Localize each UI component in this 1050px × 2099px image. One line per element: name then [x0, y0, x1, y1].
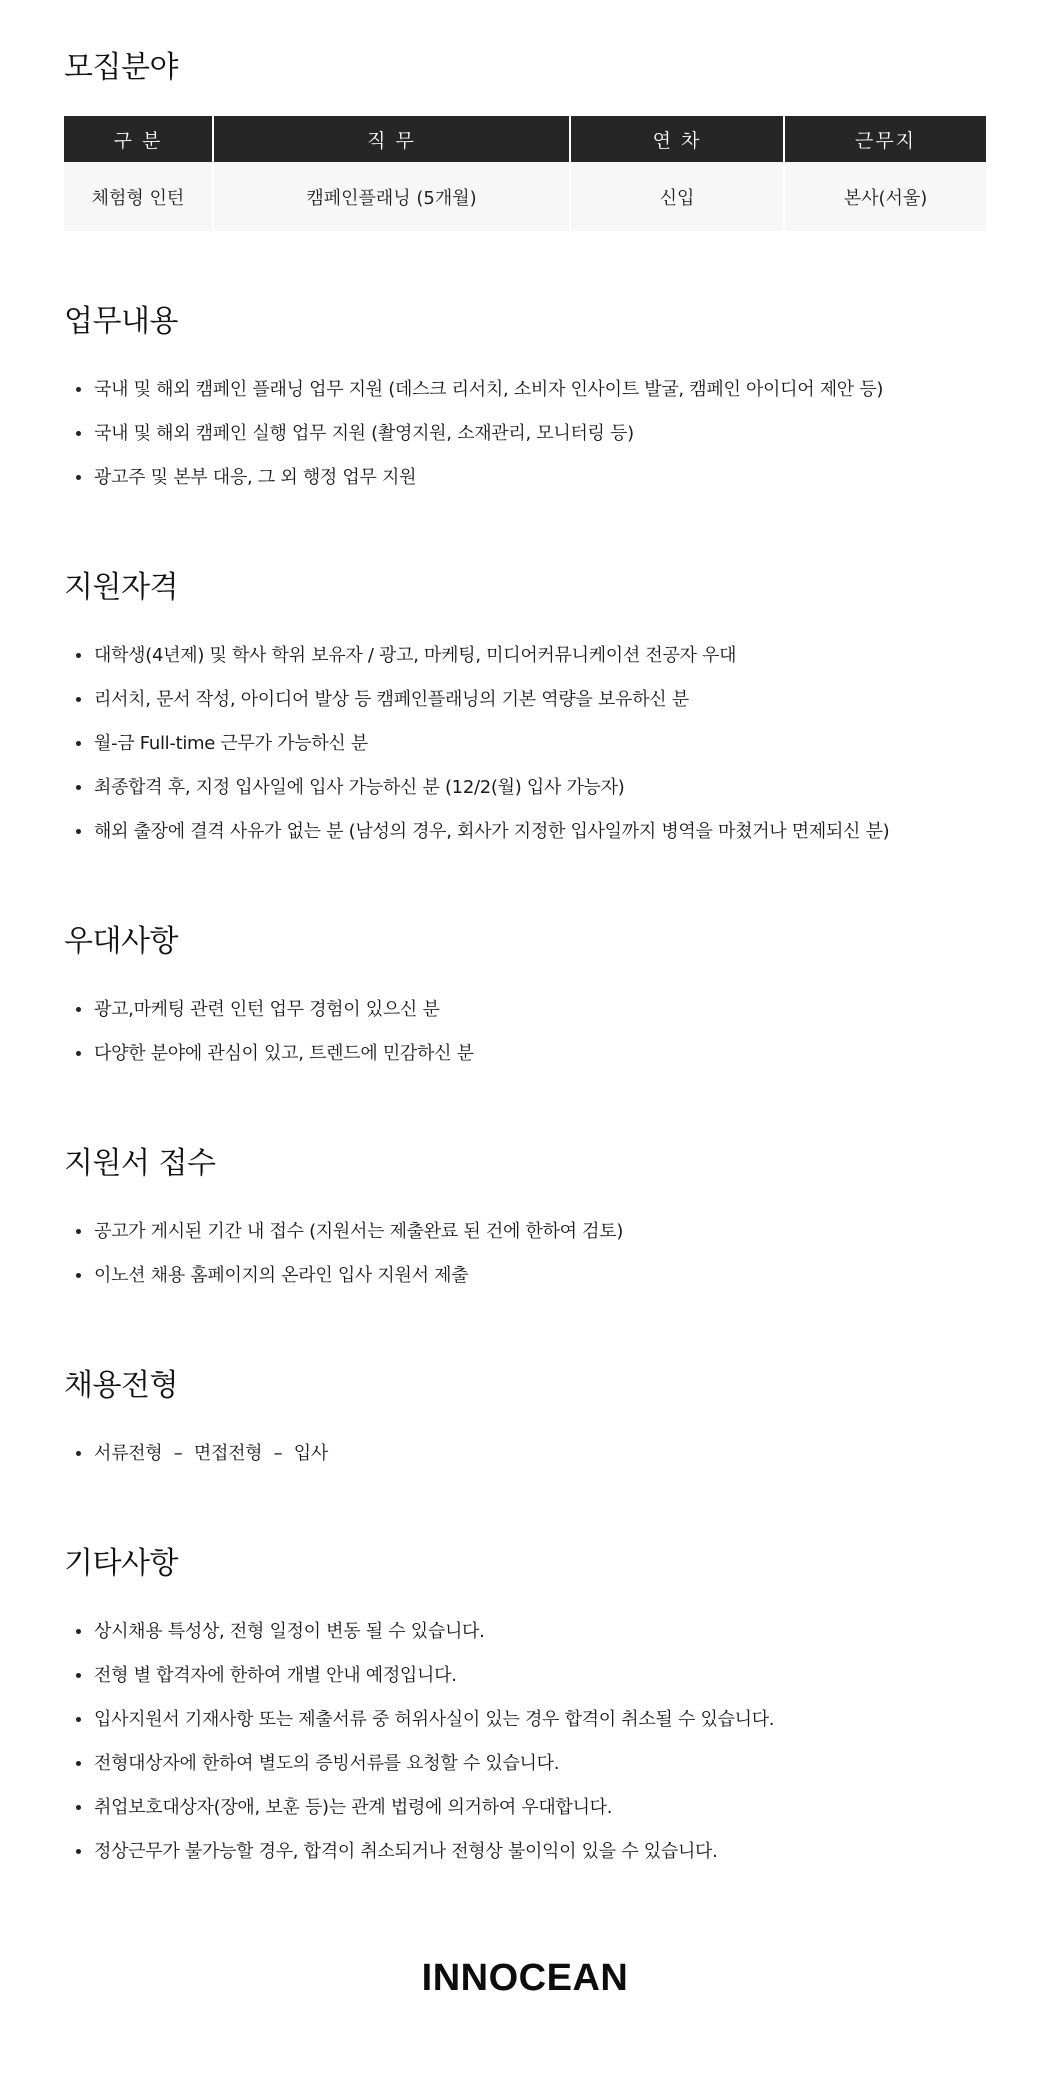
cell-experience: 신입: [571, 162, 785, 231]
list-item-text: 리서치, 문서 작성, 아이디어 발상 등 캠페인플래닝의 기본 역량을 보유하신 분: [94, 689, 689, 710]
list-item-text: 해외 출장에 결격 사유가 없는 분 (남성의 경우, 회사가 지정한 입사일까지 병역을 마쳤거나 면제되신 분): [94, 821, 890, 842]
list-item: [64, 1830, 986, 1874]
list-item-text: 최종합격 후, 지정 입사일에 입사 가능하신 분 (12/2(월) 입사 가능자): [94, 777, 625, 798]
bullet-icon: [76, 785, 81, 790]
bullet-icon: [76, 697, 81, 702]
list-item-text: 국내 및 해외 캠페인 실행 업무 지원 (촬영지원, 소재관리, 모니터링 등): [94, 423, 634, 444]
preferred-section: [64, 922, 986, 1076]
duties-title: 업무내용: [64, 304, 178, 339]
process-title: 채용전형: [64, 1368, 178, 1403]
list-item-text: 이노션 채용 홈페이지의 온라인 입사 지원서 제출: [94, 1265, 469, 1286]
list-item: [64, 1610, 986, 1654]
duties-list: [64, 368, 986, 500]
process-list: [64, 1432, 986, 1476]
list-item: [64, 988, 986, 1032]
qualifications-title: 지원자격: [64, 570, 178, 605]
recruit-section: [64, 48, 986, 231]
application-section: [64, 1144, 986, 1298]
list-item-text: 전형대상자에 한하여 별도의 증빙서류를 요청할 수 있습니다.: [94, 1753, 560, 1774]
preferred-title: 우대사항: [64, 924, 178, 959]
application-list: [64, 1210, 986, 1298]
list-item-text: 상시채용 특성상, 전형 일정이 변동 될 수 있습니다.: [94, 1621, 485, 1642]
list-item: [64, 1698, 986, 1742]
bullet-icon: [76, 1673, 81, 1678]
qualifications-list: [64, 634, 986, 854]
list-item: [64, 678, 986, 722]
list-item-text: 광고주 및 본부 대응, 그 외 행정 업무 지원: [94, 467, 417, 488]
application-title: 지원서 접수: [64, 1146, 216, 1181]
bullet-icon: [76, 1761, 81, 1766]
list-item-text: 국내 및 해외 캠페인 플래닝 업무 지원 (데스크 리서치, 소비자 인사이트 발굴, 캠페인 아이디어 제안 등): [94, 379, 884, 400]
cell-role: 캠페인플래닝 (5개월): [214, 162, 571, 231]
bullet-icon: [76, 475, 81, 480]
list-item-text: 정상근무가 불가능할 경우, 합격이 취소되거나 전형상 불이익이 있을 수 있습니다.: [94, 1841, 718, 1862]
list-item: [64, 1786, 986, 1830]
bullet-icon: [76, 1051, 81, 1056]
qualifications-section: [64, 568, 986, 854]
bullet-icon: [76, 387, 81, 392]
list-item-text: 전형 별 합격자에 한하여 개별 안내 예정입니다.: [94, 1665, 457, 1686]
list-item: [64, 1210, 986, 1254]
bullet-icon: [76, 1717, 81, 1722]
list-item: [64, 1432, 986, 1476]
list-item-text: 다양한 분야에 관심이 있고, 트렌드에 민감하신 분: [94, 1043, 474, 1064]
bullet-icon: [76, 829, 81, 834]
recruit-table: [64, 116, 986, 231]
preferred-list: [64, 988, 986, 1076]
list-item: [64, 1742, 986, 1786]
list-item: [64, 1654, 986, 1698]
list-item-text: 취업보호대상자(장애, 보훈 등)는 관계 법령에 의거하여 우대합니다.: [94, 1797, 613, 1818]
list-item-text: 광고,마케팅 관련 인턴 업무 경험이 있으신 분: [94, 999, 440, 1020]
process-section: [64, 1366, 986, 1476]
bullet-icon: [76, 1451, 81, 1456]
list-item-text: 월-금 Full-time 근무가 가능하신 분: [94, 733, 369, 754]
bullet-icon: [76, 653, 81, 658]
list-item: [64, 412, 986, 456]
bullet-icon: [76, 1805, 81, 1810]
list-item: [64, 810, 986, 854]
bullet-icon: [76, 1629, 81, 1634]
table-header-role: 직 무: [214, 116, 571, 162]
table-header-category: 구 분: [64, 116, 214, 162]
bullet-icon: [76, 1007, 81, 1012]
duties-section: [64, 302, 986, 500]
etc-list: [64, 1610, 986, 1874]
etc-title: 기타사항: [64, 1546, 178, 1581]
list-item-text: 입사지원서 기재사항 또는 제출서류 중 허위사실이 있는 경우 합격이 취소될 수 있습니다.: [94, 1709, 775, 1730]
table-header-row: [64, 116, 986, 162]
etc-section: [64, 1544, 986, 1874]
bullet-icon: [76, 1849, 81, 1854]
list-item: [64, 722, 986, 766]
table-header-experience: 연 차: [571, 116, 785, 162]
table-row: [64, 162, 986, 231]
bullet-icon: [76, 431, 81, 436]
list-item: [64, 1254, 986, 1298]
list-item: [64, 368, 986, 412]
innocean-logo: INNOCEAN: [421, 1957, 629, 1999]
cell-location: 본사(서울): [785, 162, 986, 231]
list-item: [64, 1032, 986, 1076]
list-item-text: 공고가 게시된 기간 내 접수 (지원서는 제출완료 된 건에 한하여 검토): [94, 1221, 624, 1242]
table-header-location: 근무지: [785, 116, 986, 162]
bullet-icon: [76, 1273, 81, 1278]
bullet-icon: [76, 741, 81, 746]
list-item-text: 서류전형 – 면접전형 – 입사: [94, 1443, 328, 1464]
cell-category: 체험형 인턴: [64, 162, 214, 231]
bullet-icon: [76, 1229, 81, 1234]
list-item: [64, 456, 986, 500]
list-item: [64, 634, 986, 678]
list-item-text: 대학생(4년제) 및 학사 학위 보유자 / 광고, 마케팅, 미디어커뮤니케이션 전공자 우대: [94, 645, 737, 666]
recruit-title: 모집분야: [64, 50, 178, 85]
list-item: [64, 766, 986, 810]
